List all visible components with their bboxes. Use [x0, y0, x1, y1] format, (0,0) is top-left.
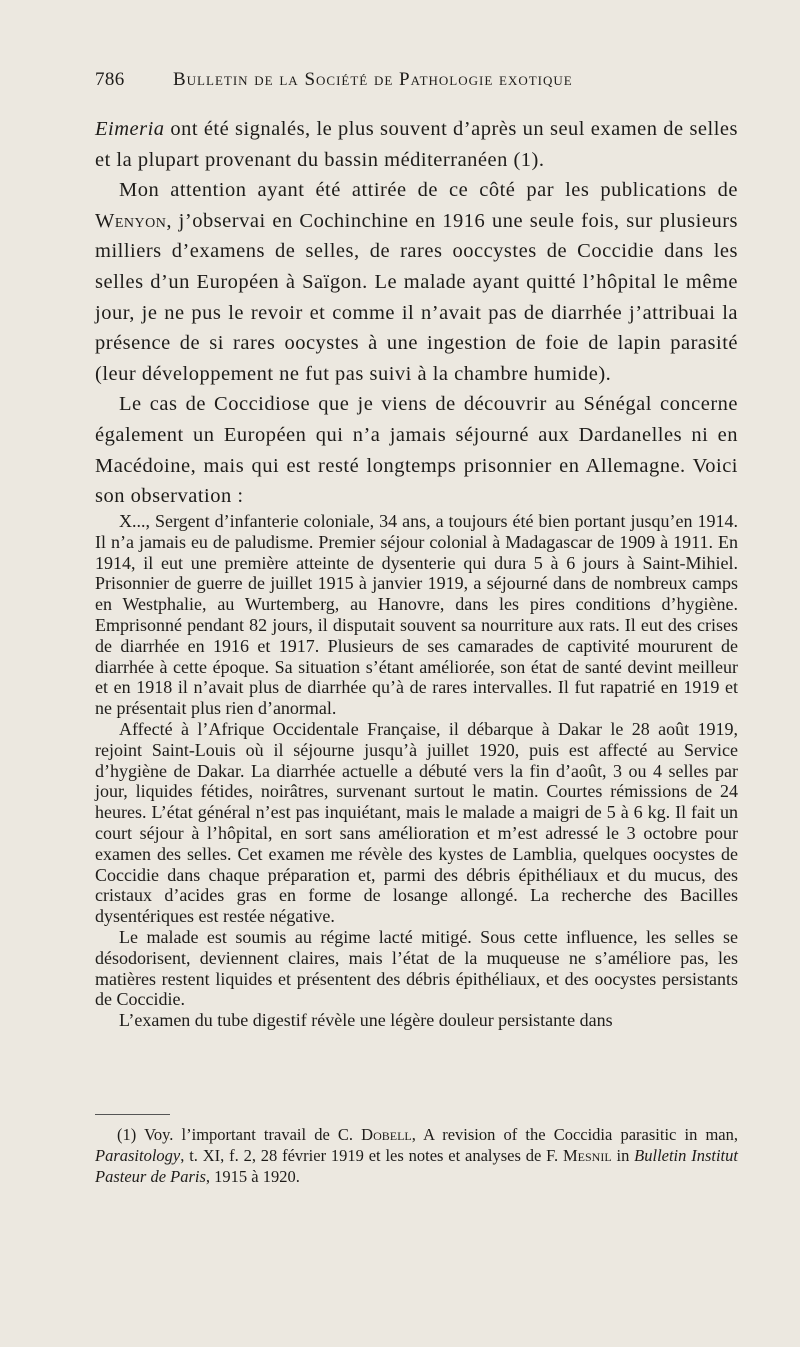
genus-name: Eimeria — [95, 118, 165, 140]
page-header — [95, 69, 735, 91]
footnote-author: Dobell — [361, 1125, 412, 1144]
footnote-divider — [95, 1114, 170, 1115]
case-observation — [95, 511, 738, 1031]
running-title: Bulletin de la Société de Pathologie exotique — [173, 69, 573, 90]
paragraph-3: Le cas de Coccidiose que je viens de découvrir au Sénégal concerne également un Européen qui n’a jamais séjourné aux Dardanelles ni en Macédoine, mais qui est resté longtemps prisonnier en Allemagne. Voici son observation : — [95, 393, 738, 508]
footnote-author: Mesnil — [562, 1146, 612, 1165]
footnote-journal: Bulletin Institut Pasteur de Paris — [95, 1146, 738, 1186]
footnote-journal: Parasitology — [95, 1146, 181, 1165]
author-name: Wenyon — [95, 209, 167, 232]
footnote-1: (1) Voy. l’important travail de C. Dobell, A revision of the Coccidia parasitic in man, Parasitology, t. XI, f. 2, 28 février 1919 et les notes et analyses de F. Mesnil in Bulletin Institut Pasteur de Paris, 1915 à 1920. — [95, 1125, 738, 1186]
main-text — [95, 114, 738, 512]
paragraph-2: Mon attention ayant été attirée de ce côté par les publications de Wenyon, j’observai en Cochinchine en 1916 une seule fois, sur plusieurs milliers d’examens de selles, de rares ooccystes de Coccidie dans les selles d’un Européen à Saïgon. Le malade ayant quitté l’hôpital le même jour, je ne pus le revoir et comme il n’avait pas de diarrhée j’attribuai la présence de si rares oocystes à une ingestion de foie de lapin parasité (leur développement ne fut pas suivi à la chambre humide). — [95, 179, 738, 385]
observation-paragraph-3: Le malade est soumis au régime lacté mitigé. Sous cette influence, les selles se désodorisent, deviennent claires, mais l’état de la muqueuse ne s’améliore pas, les matières restent liquides et présentent des débris épithéliaux, et des oocystes persistants de Coccidie. — [95, 926, 738, 1010]
observation-paragraph-1: X..., Sergent d’infanterie coloniale, 34 ans, a toujours été bien portant jusqu’en 1914. Il n’a jamais eu de paludisme. Premier séjour colonial à Madagascar de 1909 à 1911. En 1914, il eut une première atteinte de dysenterie qui dura 5 à 6 jours à Saint-Mihiel. Prisonnier de guerre de juillet 1915 à janvier 1919, a séjourné dans de nombreux camps en Westphalie, au Wurtemberg, au Hanovre, dans les pires conditions d’hygiène. Emprisonné pendant 82 jours, il disputait souvent sa nourriture aux rats. Il eut des crises de diarrhée en 1916 et 1917. Plusieurs de ses camarades de captivité moururent de diarrhée à cette époque. Sa situation s’étant améliorée, son état de santé devint meilleur et en 1918 il n’avait plus de diarrhée qu’à de rares intervalles. Il fut rapatrié en 1919 et ne présentait plus rien d’anormal. — [95, 511, 738, 719]
observation-paragraph-2: Affecté à l’Afrique Occidentale Française, il débarque à Dakar le 28 août 1919, rejoint Saint-Louis où il séjourne jusqu’à juillet 1920, puis est affecté au Service d’hygiène de Dakar. La diarrhée actuelle a débuté vers la fin d’août, 3 ou 4 selles par jour, liquides fétides, noirâtres, survenant surtout le matin. Courtes rémissions de 24 heures. L’état général n’est pas inquiétant, mais le malade a maigri de 5 à 6 kg. Il fait un court séjour à l’hôpital, en sort sans amélioration et m’est adressé le 3 octobre pour examen des selles. Cet examen me révèle des kystes de Lamblia, quelques oocystes de Coccidie dans chaque préparation et, parmi des débris épithéliaux et du mucus, des cristaux d’acides gras en forme de losange allongé. La recherche des Bacilles dysentériques est restée négative. — [95, 718, 738, 927]
paragraph-1: Eimeria ont été signalés, le plus souvent d’après un seul examen de selles et la plupart provenant du bassin méditerranéen (1). — [95, 118, 738, 171]
page-number: 786 — [95, 69, 125, 90]
footnote — [95, 1124, 738, 1187]
observation-paragraph-4: L’examen du tube digestif révèle une légère douleur persistante dans — [119, 1010, 613, 1031]
